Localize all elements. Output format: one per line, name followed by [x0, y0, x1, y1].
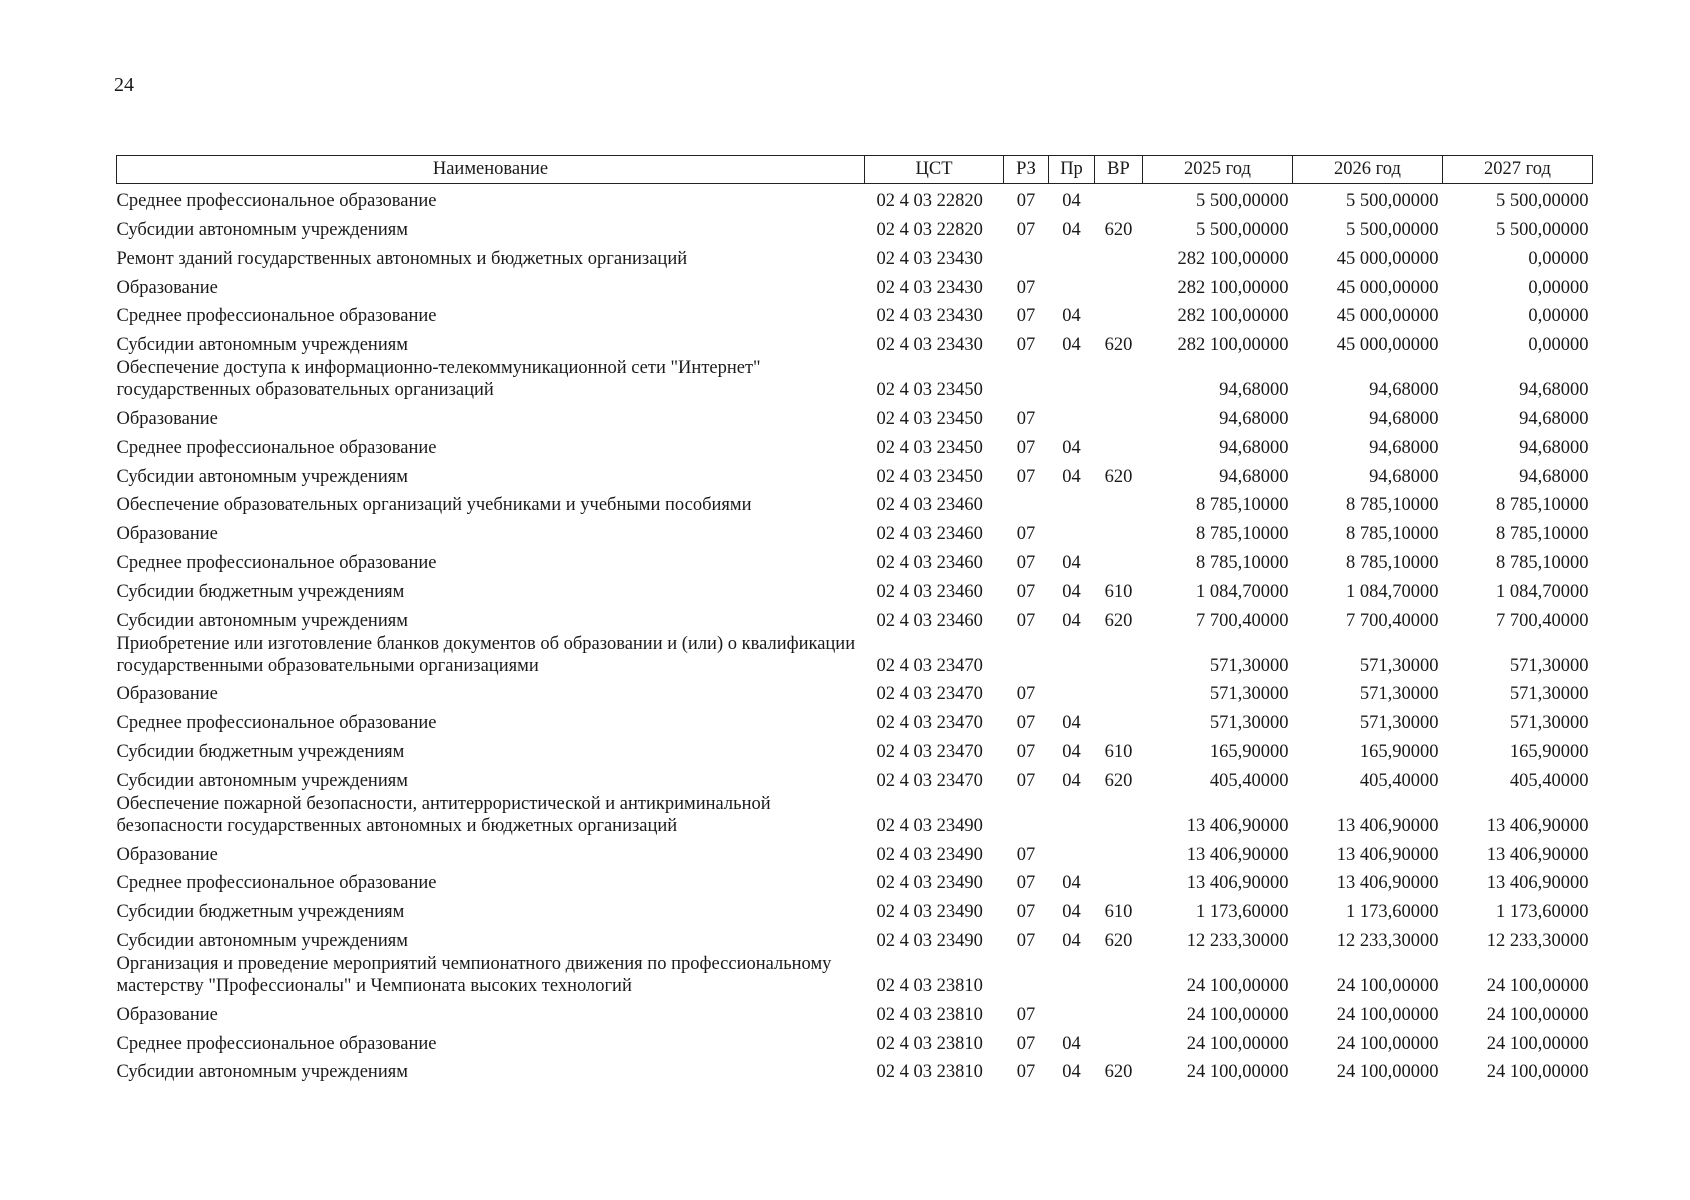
row-value-2027: 405,40000 [1509, 770, 1589, 791]
table-row [117, 603, 1593, 632]
row-value-2027: 0,00000 [1528, 248, 1589, 269]
row-pr [1049, 677, 1095, 706]
row-rz [1004, 356, 1049, 401]
table-row [117, 488, 1593, 517]
row-value-2025: 282 100,00000 [1177, 248, 1289, 269]
row-value-2026: 8 785,10000 [1346, 524, 1439, 545]
row-name: Образование [116, 524, 218, 545]
row-pr [1049, 952, 1095, 997]
row-value-2027: 94,68000 [1519, 380, 1589, 401]
row-value-2025: 571,30000 [1209, 713, 1289, 734]
row-vr [1095, 356, 1143, 401]
row-value-2025: 571,30000 [1209, 684, 1289, 705]
row-pr: 04 [1062, 902, 1081, 923]
row-cst: 02 4 03 23470 [876, 713, 983, 734]
row-value-2025: 94,68000 [1219, 437, 1289, 458]
row-name: Субсидии автономным учреждениям [116, 770, 408, 791]
header-2026: 2026 год [1293, 156, 1443, 184]
row-rz: 07 [1016, 770, 1036, 791]
row-vr: 620 [1104, 1062, 1133, 1083]
row-cst: 02 4 03 23490 [876, 931, 983, 952]
row-name: Среднее профессиональное образование [116, 873, 437, 894]
header-pr: Пр [1049, 156, 1095, 184]
row-cst: 02 4 03 23810 [876, 1062, 983, 1083]
header-vr: ВР [1095, 156, 1143, 184]
row-value-2025: 8 785,10000 [1196, 553, 1289, 574]
row-vr: 610 [1104, 742, 1133, 763]
row-value-2025: 1 084,70000 [1196, 581, 1289, 602]
row-value-2027: 13 406,90000 [1486, 815, 1589, 836]
row-vr [1095, 241, 1143, 270]
row-cst: 02 4 03 23460 [876, 495, 983, 516]
row-value-2025: 24 100,00000 [1186, 1062, 1289, 1083]
row-cst: 02 4 03 23430 [876, 248, 983, 269]
row-cst: 02 4 03 23470 [876, 684, 983, 705]
row-vr [1095, 184, 1143, 213]
row-rz: 07 [1016, 409, 1036, 430]
row-rz: 07 [1016, 610, 1036, 631]
row-rz: 07 [1016, 306, 1036, 327]
row-rz: 07 [1016, 437, 1036, 458]
row-value-2026: 7 700,40000 [1346, 610, 1439, 631]
table-row [117, 632, 1593, 677]
row-value-2025: 24 100,00000 [1186, 1004, 1289, 1025]
row-value-2026: 8 785,10000 [1346, 495, 1439, 516]
row-pr [1049, 356, 1095, 401]
row-value-2026: 12 233,30000 [1336, 931, 1439, 952]
row-value-2026: 165,90000 [1359, 742, 1439, 763]
row-value-2026: 94,68000 [1369, 437, 1439, 458]
row-rz: 07 [1016, 931, 1036, 952]
header-2027: 2027 год [1443, 156, 1593, 184]
row-cst: 02 4 03 23450 [876, 437, 983, 458]
row-value-2025: 13 406,90000 [1186, 844, 1289, 865]
row-rz [1004, 952, 1049, 997]
row-name: Образование [116, 409, 218, 430]
table-row [117, 792, 1593, 837]
row-pr: 04 [1062, 553, 1081, 574]
row-value-2027: 571,30000 [1509, 655, 1589, 676]
row-pr: 04 [1062, 581, 1081, 602]
row-value-2025: 94,68000 [1219, 466, 1289, 487]
row-rz [1004, 241, 1049, 270]
row-rz: 07 [1016, 524, 1036, 545]
row-vr [1095, 270, 1143, 299]
row-vr [1095, 488, 1143, 517]
row-value-2025: 13 406,90000 [1186, 873, 1289, 894]
row-name: Субсидии бюджетным учреждениям [116, 902, 405, 923]
row-vr [1095, 792, 1143, 837]
row-value-2025: 282 100,00000 [1177, 335, 1289, 356]
row-value-2026: 24 100,00000 [1336, 1062, 1439, 1083]
row-rz: 07 [1016, 873, 1036, 894]
row-vr [1095, 705, 1143, 734]
row-value-2027: 0,00000 [1528, 277, 1589, 298]
row-pr [1049, 270, 1095, 299]
row-value-2025: 405,40000 [1209, 770, 1289, 791]
table-row [117, 837, 1593, 866]
row-cst: 02 4 03 23450 [876, 380, 983, 401]
row-cst: 02 4 03 23490 [876, 902, 983, 923]
row-pr [1049, 516, 1095, 545]
row-value-2026: 571,30000 [1359, 684, 1439, 705]
row-cst: 02 4 03 23470 [876, 742, 983, 763]
row-vr: 620 [1104, 610, 1133, 631]
row-cst: 02 4 03 23470 [876, 655, 983, 676]
row-vr [1095, 997, 1143, 1026]
row-pr [1049, 792, 1095, 837]
row-cst: 02 4 03 23810 [876, 1033, 983, 1054]
row-value-2025: 94,68000 [1219, 409, 1289, 430]
row-name: Среднее профессиональное образование [116, 191, 437, 212]
row-name: Среднее профессиональное образование [116, 713, 437, 734]
table-row [117, 401, 1593, 430]
row-vr: 620 [1104, 931, 1133, 952]
row-cst: 02 4 03 23460 [876, 610, 983, 631]
row-value-2025: 165,90000 [1209, 742, 1289, 763]
row-vr [1095, 866, 1143, 895]
row-pr: 04 [1062, 1062, 1081, 1083]
row-cst: 02 4 03 23430 [876, 306, 983, 327]
row-rz: 07 [1016, 844, 1036, 865]
table-row [117, 241, 1593, 270]
row-value-2026: 45 000,00000 [1336, 306, 1439, 327]
row-value-2026: 13 406,90000 [1336, 815, 1439, 836]
row-pr [1049, 837, 1095, 866]
row-pr: 04 [1062, 306, 1081, 327]
header-cst: ЦСТ [865, 156, 1004, 184]
row-rz: 07 [1016, 553, 1036, 574]
row-pr [1049, 632, 1095, 677]
row-value-2026: 94,68000 [1369, 466, 1439, 487]
row-name: Образование [116, 277, 218, 298]
row-pr: 04 [1062, 437, 1081, 458]
row-value-2025: 5 500,00000 [1196, 191, 1289, 212]
row-value-2026: 94,68000 [1369, 409, 1439, 430]
row-pr: 04 [1062, 770, 1081, 791]
row-name: Субсидии автономным учреждениям [116, 610, 408, 631]
row-cst: 02 4 03 23460 [876, 524, 983, 545]
table-row [117, 545, 1593, 574]
row-rz: 07 [1016, 902, 1036, 923]
table-row [117, 705, 1593, 734]
table-header [117, 156, 1593, 184]
row-rz: 07 [1016, 684, 1036, 705]
row-value-2027: 24 100,00000 [1486, 1004, 1589, 1025]
row-name: Среднее профессиональное образование [116, 1033, 437, 1054]
header-2025: 2025 год [1143, 156, 1293, 184]
row-rz: 07 [1016, 220, 1036, 241]
row-value-2027: 24 100,00000 [1486, 976, 1589, 997]
row-rz: 07 [1016, 466, 1036, 487]
row-pr [1049, 488, 1095, 517]
row-pr: 04 [1062, 610, 1081, 631]
row-pr: 04 [1062, 1033, 1081, 1054]
row-pr: 04 [1062, 713, 1081, 734]
table-row [117, 430, 1593, 459]
row-value-2027: 571,30000 [1509, 684, 1589, 705]
row-value-2025: 8 785,10000 [1196, 524, 1289, 545]
row-value-2026: 8 785,10000 [1346, 553, 1439, 574]
row-value-2027: 94,68000 [1519, 409, 1589, 430]
row-value-2025: 1 173,60000 [1196, 902, 1289, 923]
row-vr [1095, 516, 1143, 545]
table-row [117, 327, 1593, 356]
table-body [117, 184, 1593, 1084]
table-row [117, 270, 1593, 299]
row-cst: 02 4 03 23460 [876, 553, 983, 574]
row-value-2026: 94,68000 [1369, 380, 1439, 401]
row-value-2025: 7 700,40000 [1196, 610, 1289, 631]
row-value-2026: 5 500,00000 [1346, 220, 1439, 241]
row-name: Приобретение или изготовление бланков документов об образовании и (или) о квалификации государственными образовательными организациями [116, 633, 856, 676]
row-pr: 04 [1062, 742, 1081, 763]
row-value-2026: 45 000,00000 [1336, 335, 1439, 356]
row-pr: 04 [1062, 931, 1081, 952]
row-rz: 07 [1016, 277, 1036, 298]
table-row [117, 299, 1593, 328]
row-rz: 07 [1016, 1062, 1036, 1083]
row-cst: 02 4 03 23430 [876, 335, 983, 356]
row-name: Субсидии автономным учреждениям [116, 1062, 408, 1083]
table-row [117, 1026, 1593, 1055]
row-value-2025: 282 100,00000 [1177, 306, 1289, 327]
table-row [117, 212, 1593, 241]
header-name: Наименование [117, 156, 865, 184]
row-pr [1049, 241, 1095, 270]
table-row [117, 459, 1593, 488]
row-rz [1004, 632, 1049, 677]
row-cst: 02 4 03 23810 [876, 976, 983, 997]
row-name: Среднее профессиональное образование [116, 553, 437, 574]
table-row [117, 734, 1593, 763]
table-row [117, 356, 1593, 401]
row-value-2025: 282 100,00000 [1177, 277, 1289, 298]
row-cst: 02 4 03 23470 [876, 770, 983, 791]
row-value-2026: 24 100,00000 [1336, 1004, 1439, 1025]
row-value-2026: 45 000,00000 [1336, 248, 1439, 269]
row-value-2026: 1 084,70000 [1346, 581, 1439, 602]
row-value-2026: 405,40000 [1359, 770, 1439, 791]
row-vr [1095, 677, 1143, 706]
row-vr [1095, 632, 1143, 677]
row-value-2026: 13 406,90000 [1336, 873, 1439, 894]
row-cst: 02 4 03 23810 [876, 1004, 983, 1025]
row-name: Субсидии бюджетным учреждениям [116, 581, 405, 602]
table-row [117, 1055, 1593, 1084]
row-vr [1095, 299, 1143, 328]
row-vr: 620 [1104, 335, 1133, 356]
row-cst: 02 4 03 23450 [876, 466, 983, 487]
header-rz: РЗ [1004, 156, 1049, 184]
row-name: Субсидии автономным учреждениям [116, 335, 408, 356]
row-value-2026: 1 173,60000 [1346, 902, 1439, 923]
row-vr [1095, 545, 1143, 574]
row-rz: 07 [1016, 742, 1036, 763]
row-name: Субсидии автономным учреждениям [116, 466, 408, 487]
row-name: Среднее профессиональное образование [116, 306, 437, 327]
row-name: Субсидии автономным учреждениям [116, 220, 408, 241]
row-rz: 07 [1016, 1033, 1036, 1054]
row-cst: 02 4 03 23450 [876, 409, 983, 430]
row-value-2027: 0,00000 [1528, 335, 1589, 356]
table-row [117, 894, 1593, 923]
row-cst: 02 4 03 22820 [876, 220, 983, 241]
row-value-2027: 5 500,00000 [1496, 191, 1589, 212]
row-value-2025: 24 100,00000 [1186, 1033, 1289, 1054]
row-name: Ремонт зданий государственных автономных и бюджетных организаций [116, 248, 688, 269]
row-name: Среднее профессиональное образование [116, 437, 437, 458]
table-row [117, 184, 1593, 213]
row-value-2025: 94,68000 [1219, 380, 1289, 401]
row-value-2025: 12 233,30000 [1186, 931, 1289, 952]
row-rz: 07 [1016, 335, 1036, 356]
row-vr: 610 [1104, 581, 1133, 602]
table-row [117, 952, 1593, 997]
row-cst: 02 4 03 23490 [876, 815, 983, 836]
row-value-2027: 24 100,00000 [1486, 1062, 1589, 1083]
table-row [117, 763, 1593, 792]
row-name: Обеспечение пожарной безопасности, антитеррористической и антикриминальной безопасности государственных автономных и бюджетных организаций [116, 793, 771, 836]
table-row [117, 516, 1593, 545]
row-vr [1095, 401, 1143, 430]
row-pr [1049, 997, 1095, 1026]
row-vr: 620 [1104, 770, 1133, 791]
row-value-2025: 5 500,00000 [1196, 220, 1289, 241]
budget-table-container [116, 155, 1591, 1083]
row-vr: 620 [1104, 220, 1133, 241]
row-rz [1004, 792, 1049, 837]
row-value-2027: 13 406,90000 [1486, 873, 1589, 894]
row-value-2026: 45 000,00000 [1336, 277, 1439, 298]
row-value-2027: 94,68000 [1519, 466, 1589, 487]
row-cst: 02 4 03 23430 [876, 277, 983, 298]
header-row [117, 156, 1593, 184]
row-name: Образование [116, 1004, 218, 1025]
row-vr [1095, 837, 1143, 866]
row-vr: 610 [1104, 902, 1133, 923]
row-rz: 07 [1016, 713, 1036, 734]
page-number: 24 [114, 74, 134, 96]
row-value-2026: 571,30000 [1359, 713, 1439, 734]
row-vr: 620 [1104, 466, 1133, 487]
row-value-2025: 24 100,00000 [1186, 976, 1289, 997]
row-value-2027: 0,00000 [1528, 306, 1589, 327]
row-name: Организация и проведение мероприятий чемпионатного движения по профессиональному мастерству "Профессионалы" и Чемпионата высоких технологий [116, 954, 832, 997]
row-name: Обеспечение доступа к информационно-телекоммуникационной сети "Интернет" государственных образовательных организаций [116, 358, 761, 401]
table-row [117, 923, 1593, 952]
row-value-2027: 7 700,40000 [1496, 610, 1589, 631]
row-value-2026: 24 100,00000 [1336, 1033, 1439, 1054]
row-pr: 04 [1062, 873, 1081, 894]
row-name: Образование [116, 684, 218, 705]
row-value-2027: 24 100,00000 [1486, 1033, 1589, 1054]
row-cst: 02 4 03 23460 [876, 581, 983, 602]
row-value-2027: 571,30000 [1509, 713, 1589, 734]
row-cst: 02 4 03 23490 [876, 844, 983, 865]
row-cst: 02 4 03 22820 [876, 191, 983, 212]
row-value-2025: 8 785,10000 [1196, 495, 1289, 516]
row-value-2027: 8 785,10000 [1496, 553, 1589, 574]
table-row [117, 866, 1593, 895]
row-rz: 07 [1016, 1004, 1036, 1025]
row-value-2026: 571,30000 [1359, 655, 1439, 676]
row-value-2025: 13 406,90000 [1186, 815, 1289, 836]
row-pr: 04 [1062, 191, 1081, 212]
row-pr: 04 [1062, 220, 1081, 241]
row-pr: 04 [1062, 466, 1081, 487]
row-value-2027: 8 785,10000 [1496, 495, 1589, 516]
table-row [117, 997, 1593, 1026]
row-value-2027: 8 785,10000 [1496, 524, 1589, 545]
row-value-2027: 12 233,30000 [1486, 931, 1589, 952]
row-pr [1049, 401, 1095, 430]
row-value-2027: 13 406,90000 [1486, 844, 1589, 865]
table-row [117, 574, 1593, 603]
row-name: Образование [116, 844, 218, 865]
row-value-2025: 571,30000 [1209, 655, 1289, 676]
row-value-2026: 5 500,00000 [1346, 191, 1439, 212]
row-value-2026: 24 100,00000 [1336, 976, 1439, 997]
row-value-2027: 94,68000 [1519, 437, 1589, 458]
row-value-2027: 5 500,00000 [1496, 220, 1589, 241]
row-pr: 04 [1062, 335, 1081, 356]
row-name: Обеспечение образовательных организаций учебниками и учебными пособиями [116, 495, 752, 516]
row-vr [1095, 1026, 1143, 1055]
row-name: Субсидии автономным учреждениям [116, 931, 408, 952]
row-cst: 02 4 03 23490 [876, 873, 983, 894]
budget-table [116, 155, 1593, 1083]
row-value-2027: 165,90000 [1509, 742, 1589, 763]
row-rz: 07 [1016, 581, 1036, 602]
row-vr [1095, 430, 1143, 459]
table-row [117, 677, 1593, 706]
row-value-2027: 1 173,60000 [1496, 902, 1589, 923]
row-rz [1004, 488, 1049, 517]
row-vr [1095, 952, 1143, 997]
row-value-2026: 13 406,90000 [1336, 844, 1439, 865]
row-value-2027: 1 084,70000 [1496, 581, 1589, 602]
row-rz: 07 [1016, 191, 1036, 212]
row-name: Субсидии бюджетным учреждениям [116, 742, 405, 763]
